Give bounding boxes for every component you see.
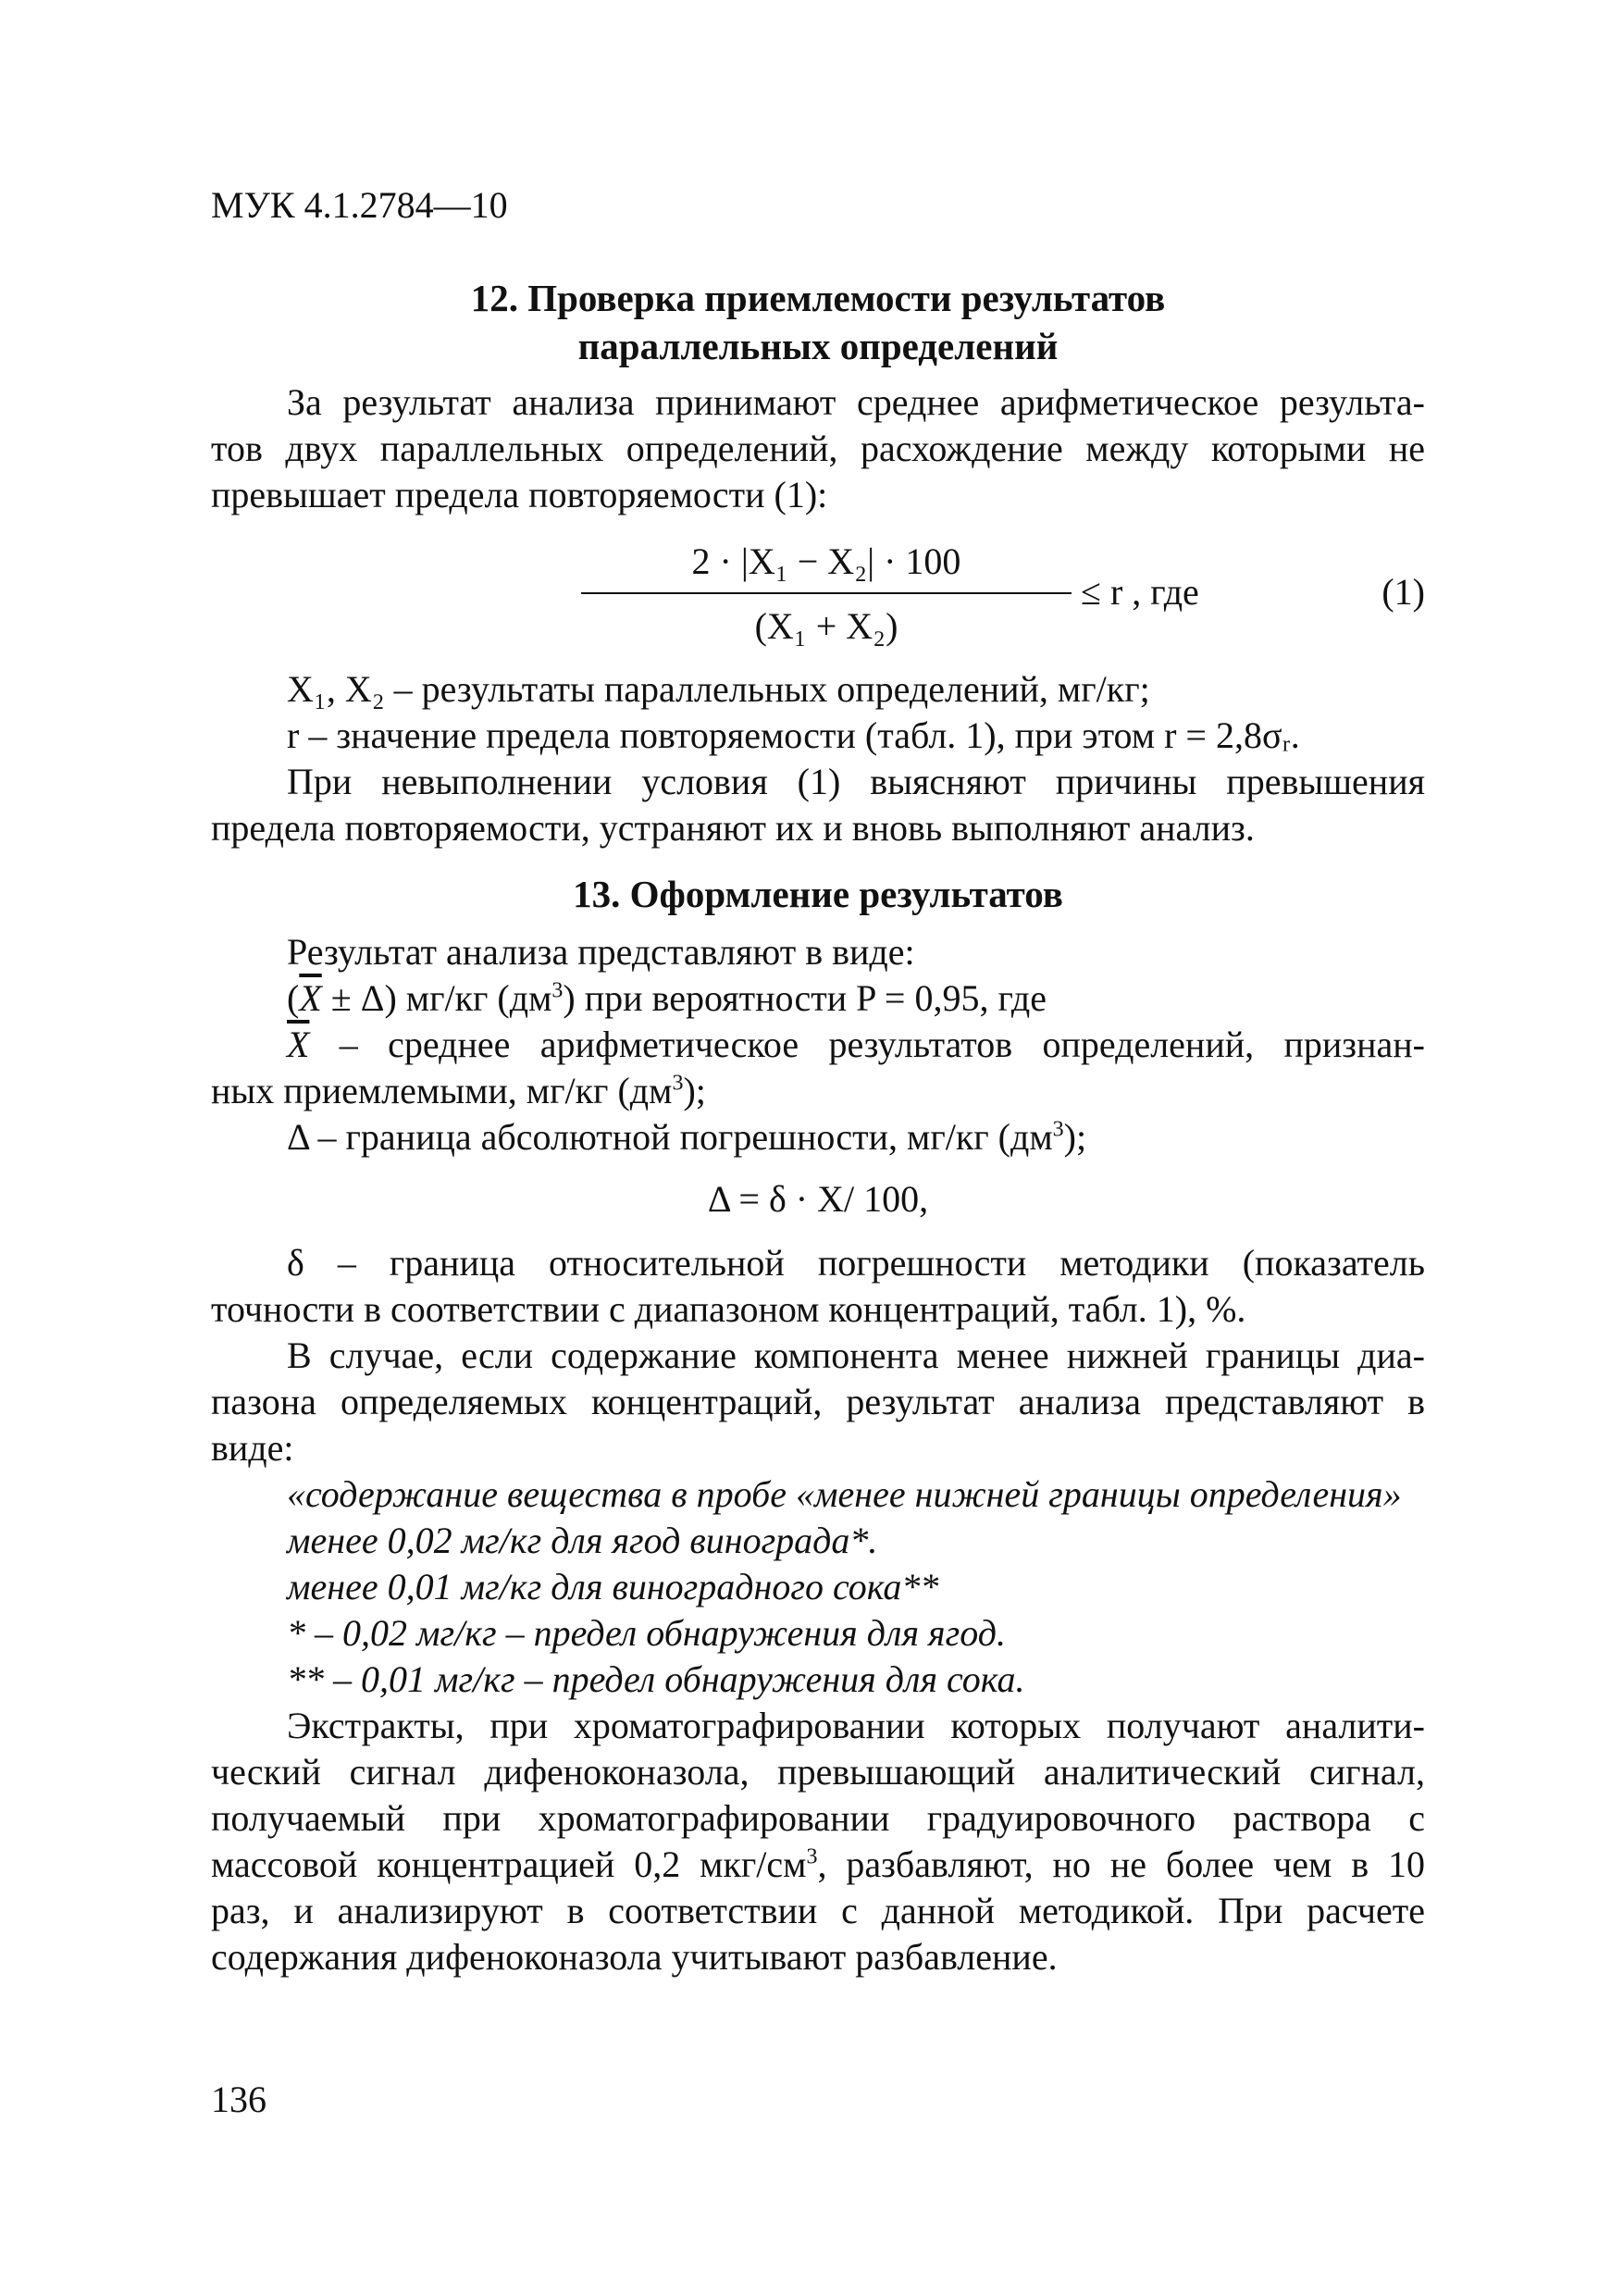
section-13-body: Результат анализа представляют в виде: $(\overline{X} \pm \Delta)$ мг/кг $(дм^3)$ при вероятности P = 0,95, где $\overline{X}$ – среднее арифметическое результатов определений, признан- ных приемлемыми, мг/кг $(дм^3)$; Δ – граница абсолютной погрешности, мг/кг $(дм^3)$; [211,931,1425,1158]
result-format: $(\overline{X} \pm \Delta)$ мг/кг $(дм^3)$ при вероятности P = 0,95, где [287,977,1047,1019]
formula-denominator: (X₁ + X₂) [754,605,898,647]
def-x: X₁, X₂ – результаты параллельных определений, мг/кг; [287,668,1150,710]
page-number: 136 [211,2079,266,2120]
note-line-2: предела повторяемости, устраняют их и вновь выполняют анализ. [211,807,1255,849]
section-12-intro: За результат анализа принимают среднее арифметическое результа- тов двух параллельных определений, расхождение между которыми не превышает предела повторяемости (1): [211,381,1425,515]
repeatability-formula [211,535,1425,655]
section-12-definitions [211,666,1425,851]
document-code: МУК 4.1.2784—10 [211,184,508,226]
formula-number: (1) [1381,571,1425,613]
section-12-title: 12. Проверка приемлемости результатов параллельных определений [470,277,1166,367]
section-13-title: 13. Оформление результатов [573,873,1063,915]
formula-tail: ≤ r , где [1081,571,1199,613]
fraction-bar [581,592,1072,594]
section-13-extracts: Экстракты, при хроматографировании которых получают аналити- ческий сигнал дифеноконазола, превышающий аналитический сигнал, получаемый при хроматографировании градуировочного раствора с массовой концентрацией 0,2 мкг/$см^3$, разбавляют, но не более чем в 10 раз, и анализируют в соответствии с данной методикой. При расчете содержания дифеноконазола учитывают разбавление. [211,1705,1425,1978]
section-13-precision: δ – граница относительной погрешности методики (показатель точности в соответствии с диапазоном концентраций, табл. 1), %. В случае, если содержание компонента менее нижней границы диа- пазона определяемых концентраций, результат анализа представляют в виде: [211,1242,1425,1469]
def-r: r – значение предела повторяемости (табл. 1), при этом r = 2,8σᵣ. [287,714,1300,756]
formula-fraction [581,535,1072,653]
lower-limit-statements: «содержание вещества в пробе «менее нижней границы определения» менее 0,02 мг/кг для ягод винограда*. менее 0,01 мг/кг для виноградного сока** * – 0,02 мг/кг – предел обнаружения для ягод. ** – 0,01 мг/кг – предел обнаружения для сока. [287,1473,1402,1700]
note-line-1: При невыполнении условия (1) выясняют причины превышения [287,761,1425,802]
formula-numerator: 2 · |X₁ − X₂| · 100 [691,540,961,582]
delta-formula: Δ = δ · X/ 100, [707,1178,929,1220]
